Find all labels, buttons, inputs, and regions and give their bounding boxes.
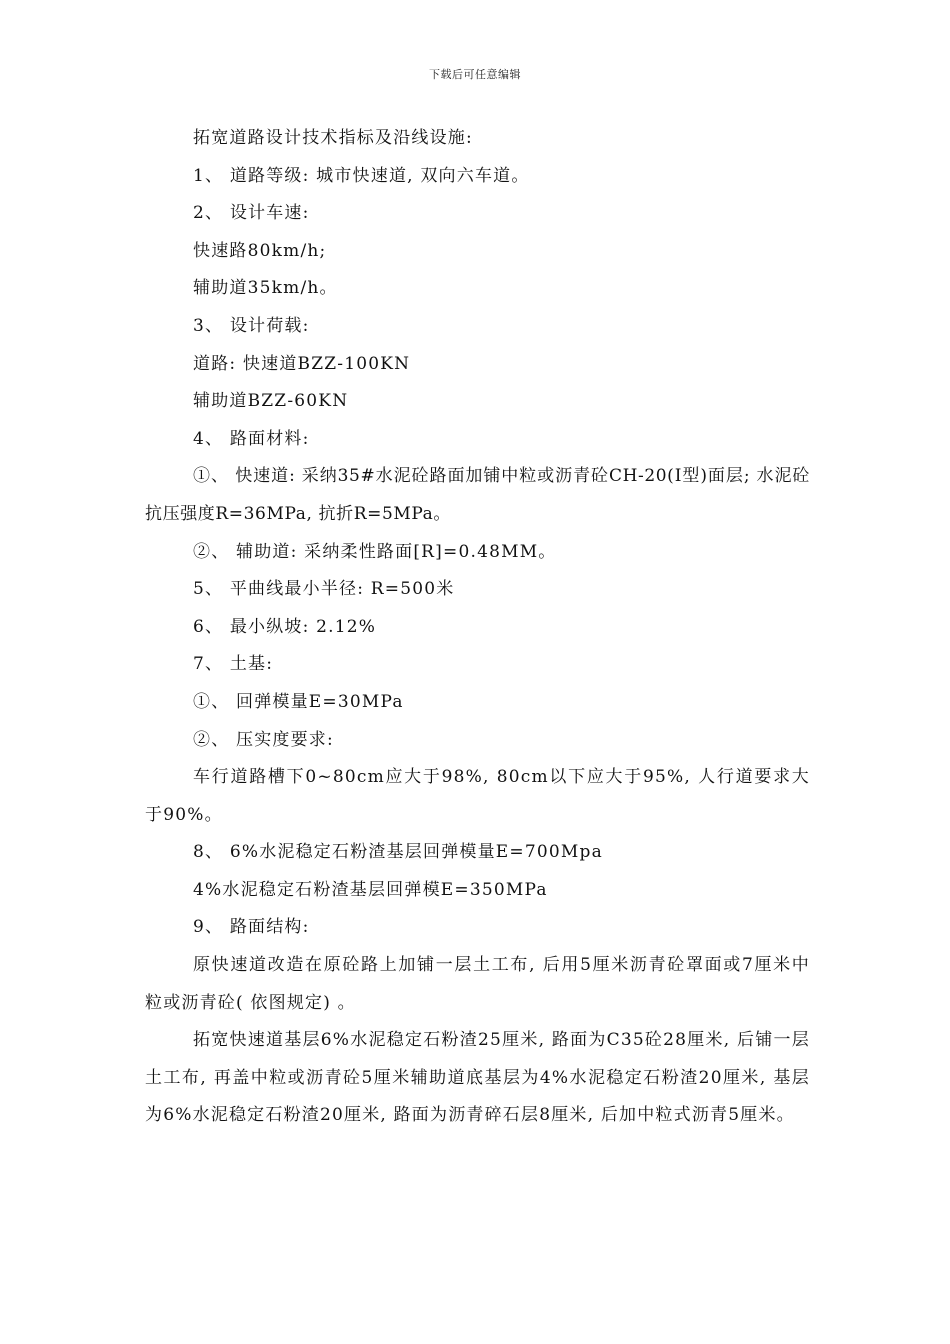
paragraph-road-load: 道路: 快速道BZZ-100KN xyxy=(193,353,411,374)
paragraph-road-grade: 1、 道路等级: 城市快速道, 双向六车道。 xyxy=(193,165,530,186)
paragraph-design-speed: 2、 设计车速: xyxy=(193,203,310,224)
paragraph-renovation: 原快速道改造在原砼路上加铺一层土工布, 后用5厘米沥青砼罩面或7厘米中粒或沥青砼( 依图规定) 。 xyxy=(145,955,810,1013)
paragraph-modulus: ①、 回弹模量E=30MPa xyxy=(193,691,404,712)
paragraph-min-grade: 6、 最小纵坡: 2.12% xyxy=(193,616,377,637)
paragraph-pavement-material: 4、 路面材料: xyxy=(193,428,310,449)
paragraph-base-modulus-4: 4%水泥稳定石粉渣基层回弹模E=350MPa xyxy=(193,879,548,900)
paragraph-expressway-material: ①、 快速道: 采纳35#水泥砼路面加铺中粒或沥青砼CH-20(Ⅰ型)面层; 水泥砼抗压强度R=36MPa, 抗折R=5MPa。 xyxy=(145,466,810,524)
paragraph-widening-structure: 拓宽快速道基层6%水泥稳定石粉渣25厘米, 路面为C35砼28厘米, 后铺一层土工布, 再盖中粒或沥青砼5厘米辅助道底基层为4%水泥稳定石粉渣20厘米, 基层为6%水泥稳定石粉渣20厘米, 路面为沥青碎石层8厘米, 后加中粒式沥青5厘米。 xyxy=(145,1030,810,1126)
paragraph-pavement-structure: 9、 路面结构: xyxy=(193,917,310,938)
header-note: 下载后可任意编辑 xyxy=(429,68,521,81)
paragraph-design-load: 3、 设计荷载: xyxy=(193,315,310,336)
paragraph-subgrade: 7、 土基: xyxy=(193,654,274,675)
paragraph-min-radius: 5、 平曲线最小半径: R=500米 xyxy=(193,579,455,600)
paragraph-auxiliary-load: 辅助道BZZ-60KN xyxy=(193,391,349,412)
paragraph-auxiliary-speed: 辅助道35km/h。 xyxy=(193,278,338,299)
paragraph-heading: 拓宽道路设计技术指标及沿线设施: xyxy=(193,128,473,148)
paragraph-base-modulus-6: 8、 6%水泥稳定石粉渣基层回弹模量E=700Mpa xyxy=(193,842,603,863)
paragraph-auxiliary-material: ②、 辅助道: 采纳柔性路面[R]=0.48MM。 xyxy=(193,541,557,562)
document-body xyxy=(145,120,810,1135)
paragraph-expressway-speed: 快速路80km/h; xyxy=(193,240,327,261)
paragraph-compaction: ②、 压实度要求: xyxy=(193,729,334,750)
paragraph-compaction-detail: 车行道路槽下0~80cm应大于98%, 80cm以下应大于95%, 人行道要求大于90%。 xyxy=(145,767,810,825)
